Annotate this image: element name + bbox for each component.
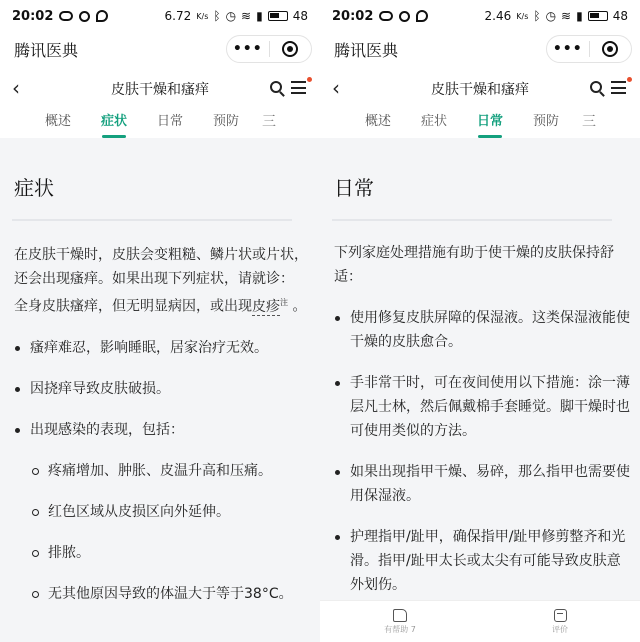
bluetooth-icon: ᛒ (533, 9, 541, 23)
comment-label: 评价 (552, 624, 568, 634)
battery-icon (588, 11, 608, 21)
list-item: 出现感染的表现，包括： (12, 418, 310, 442)
sub-list-item: 红色区域从皮损区向外延伸。 (12, 500, 310, 524)
net-speed: 6.72 (164, 9, 192, 23)
tab-bar (320, 108, 640, 138)
app-notify-icon (79, 11, 90, 22)
tab-prevention[interactable]: 预防 (212, 114, 239, 129)
page-title: 皮肤干燥和瘙痒 (431, 82, 529, 98)
app-title: 腾讯医典 (334, 40, 399, 60)
page-title: 皮肤干燥和瘙痒 (111, 82, 209, 98)
back-button[interactable]: ‹ (332, 76, 340, 100)
nav-bar (0, 72, 320, 106)
menu-icon[interactable] (611, 81, 626, 94)
list-item: 手非常干时，可在夜间使用以下措施：涂一薄层凡士林，然后佩戴棉手套睡觉。脚干燥时也可使用类似的方法。 (332, 371, 630, 443)
more-button[interactable]: ••• (552, 41, 583, 57)
app-title: 腾讯医典 (14, 40, 79, 60)
care-list (332, 306, 628, 597)
target-icon (282, 41, 298, 57)
tab-symptoms[interactable]: 症状 (86, 108, 142, 138)
right-screen (320, 0, 640, 642)
bottom-action-bar (320, 600, 640, 642)
tab-daily[interactable]: 日常 (462, 108, 518, 138)
alarm-icon: ◷ (225, 9, 237, 23)
net-speed: 2.46 (484, 9, 512, 23)
list-item: 如果出现指甲干燥、易碎，那么指甲也需要使用保湿液。 (332, 460, 630, 508)
section-divider (12, 219, 292, 221)
signal-icon: ▮ (576, 9, 583, 23)
article-content (320, 138, 640, 642)
list-item: 瘙痒难忍，影响睡眠，居家治疗无效。 (12, 336, 310, 360)
wifi-icon: ≋ (561, 9, 572, 23)
tab-symptoms[interactable]: 症状 (420, 114, 447, 129)
tab-overview[interactable]: 概述 (44, 114, 71, 129)
battery-icon (268, 11, 288, 21)
tab-prevention[interactable]: 预防 (532, 114, 559, 129)
notification-dot (627, 77, 632, 82)
section-divider (332, 219, 612, 221)
search-icon[interactable] (270, 81, 282, 93)
infinity-icon (59, 11, 73, 21)
intro-paragraph (12, 243, 310, 319)
menu-icon[interactable] (291, 81, 306, 94)
article-content (0, 138, 320, 642)
app-notify-icon (399, 11, 410, 22)
status-bar (320, 0, 640, 32)
comment-icon (554, 609, 567, 622)
symptom-list (12, 336, 308, 442)
infection-sub-list (12, 459, 308, 606)
target-icon (602, 41, 618, 57)
status-time: 20:02 (332, 8, 374, 24)
flower-icon (416, 10, 428, 22)
miniapp-capsule (546, 35, 632, 63)
nav-bar (320, 72, 640, 106)
signal-icon: ▮ (256, 9, 263, 23)
notification-dot (307, 77, 312, 82)
sub-list-item: 疼痛增加、肿胀、皮温升高和压痛。 (12, 459, 310, 483)
miniapp-capsule (226, 35, 312, 63)
app-title-bar (320, 32, 640, 66)
back-button[interactable]: ‹ (12, 76, 20, 100)
search-icon[interactable] (590, 81, 602, 93)
battery-level: 48 (612, 9, 628, 23)
list-item: 使用修复皮肤屏障的保湿液。这类保湿液能使干燥的皮肤愈合。 (332, 306, 630, 354)
list-item: 护理指甲/趾甲，确保指甲/趾甲修剪整齐和光滑。指甲/趾甲太长或太尖有可能导致皮肤意外划伤。 (332, 525, 630, 597)
note-term-link[interactable]: 皮疹 (252, 298, 280, 315)
sub-list-item: 排脓。 (12, 541, 310, 565)
tab-overview[interactable]: 概述 (364, 114, 391, 129)
tab-menu-icon[interactable]: 三 (582, 114, 596, 130)
tab-bar (0, 108, 320, 138)
flower-icon (96, 10, 108, 22)
section-title: 日常 (334, 176, 374, 200)
wifi-icon: ≋ (241, 9, 252, 23)
comment-button[interactable] (480, 601, 640, 642)
list-item: 因挠痒导致皮肤破损。 (12, 377, 310, 401)
battery-level: 48 (292, 9, 308, 23)
tab-menu-icon[interactable]: 三 (262, 114, 276, 130)
alarm-icon: ◷ (545, 9, 557, 23)
infinity-icon (379, 11, 393, 21)
intro-paragraph: 下列家庭处理措施有助于使干燥的皮肤保持舒适： (334, 245, 614, 285)
intro-text: 在皮肤干燥时，皮肤会变粗糙、鳞片状或片状，还会出现瘙痒。如果出现下列症状，请就诊： 全身皮肤瘙痒，但无明显病因，或出现 (14, 247, 308, 315)
tab-daily[interactable]: 日常 (156, 114, 183, 129)
app-title-bar (0, 32, 320, 66)
sub-list-item: 无其他原因导致的体温大于等于38°C。 (12, 582, 310, 606)
thumbs-up-icon (393, 609, 407, 622)
close-miniapp-button[interactable] (589, 41, 631, 57)
close-miniapp-button[interactable] (269, 41, 311, 57)
section-title: 症状 (14, 176, 54, 200)
net-speed-unit: K/s (516, 11, 529, 21)
status-bar (0, 0, 320, 32)
helpful-label: 有帮助 7 (384, 624, 416, 634)
more-button[interactable]: ••• (232, 41, 263, 57)
net-speed-unit: K/s (196, 11, 209, 21)
intro-text-end: 。 (288, 298, 307, 315)
helpful-button[interactable] (320, 601, 480, 642)
bluetooth-icon: ᛒ (213, 9, 221, 23)
status-time: 20:02 (12, 8, 54, 24)
note-mark: 注 (280, 298, 288, 307)
